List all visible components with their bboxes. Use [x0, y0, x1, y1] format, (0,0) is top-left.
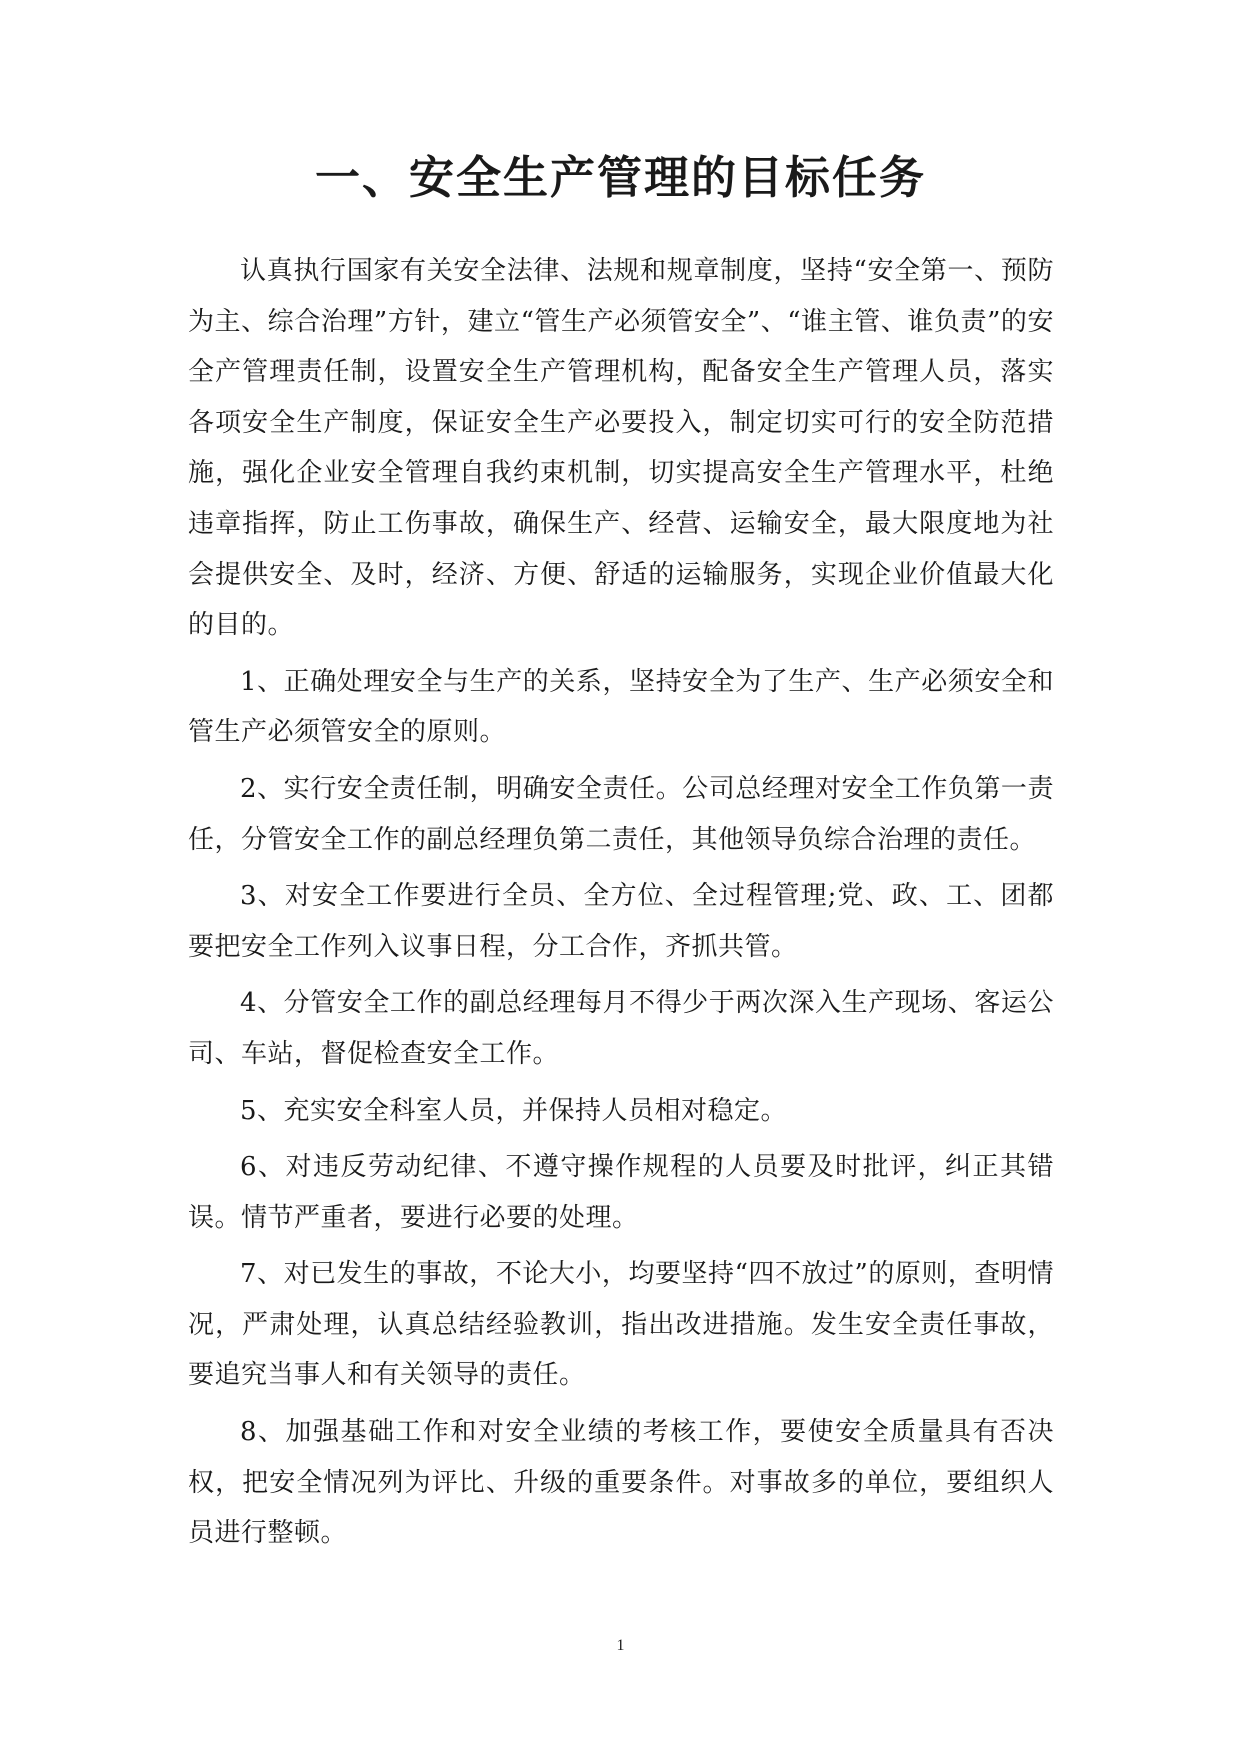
- paragraph-item-7: 7、对已发生的事故，不论大小，均要坚持“四不放过”的原则，查明情况，严肃处理，认真总结经验教训，指出改进措施。发生安全责任事故，要追究当事人和有关领导的责任。: [188, 1259, 1054, 1391]
- paragraph-item-8: 8、加强基础工作和对安全业绩的考核工作，要使安全质量具有否决权，把安全情况列为评比、升级的重要条件。对事故多的单位，要组织人员进行整顿。: [188, 1417, 1054, 1549]
- paragraph-item-5: 5、充实安全科室人员，并保持人员相对稳定。: [240, 1095, 788, 1126]
- paragraph-item-6: 6、对违反劳动纪律、不遵守操作规程的人员要及时批评，纠正其错误。情节严重者，要进行必要的处理。: [188, 1152, 1054, 1233]
- page-number: 1: [616, 1637, 625, 1654]
- paragraph-item-3: 3、对安全工作要进行全员、全方位、全过程管理;党、政、工、团都要把安全工作列入议事日程，分工合作，齐抓共管。: [188, 881, 1054, 962]
- paragraph-item-4: 4、分管安全工作的副总经理每月不得少于两次深入生产现场、客运公司、车站，督促检查安全工作。: [188, 988, 1054, 1069]
- paragraph-item-2: 2、实行安全责任制，明确安全责任。公司总经理对安全工作负第一责任，分管安全工作的副总经理负第二责任，其他领导负综合治理的责任。: [188, 773, 1054, 855]
- document-body: [188, 246, 1054, 1565]
- document-title: 一、安全生产管理的目标任务: [314, 151, 926, 204]
- paragraph-intro: 认真执行国家有关安全法律、法规和规章制度，坚持“安全第一、预防为主、综合治理”方针，建立“管生产必须管安全”、“谁主管、谁负责”的安全产管理责任制，设置安全生产管理机构，配备安全生产管理人员，落实各项安全生产制度，保证安全生产必要投入，制定切实可行的安全防范措施，强化企业安全管理自我约束机制，切实提高安全生产管理水平，杜绝违章指挥，防止工伤事故，确保生产、经营、运输安全，最大限度地为社会提供安全、及时，经济、方便、舒适的运输服务，实现企业价值最大化的目的。: [188, 256, 1054, 641]
- paragraph-item-1: 1、正确处理安全与生产的关系，坚持安全为了生产、生产必须安全和管生产必须管安全的原则。: [188, 666, 1054, 748]
